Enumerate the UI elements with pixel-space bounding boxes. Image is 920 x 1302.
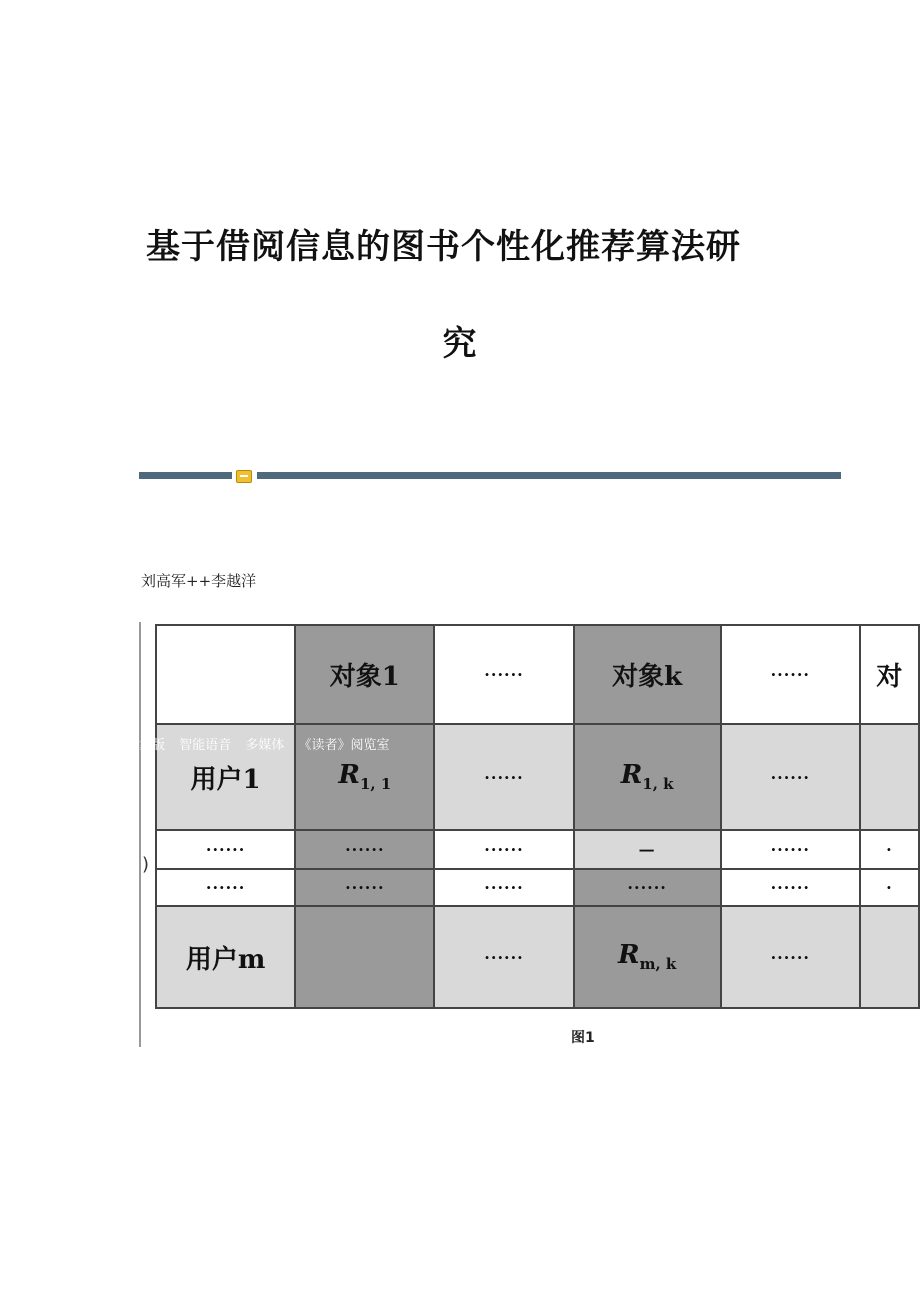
table-cell (860, 724, 919, 830)
authors: 刘高军++李越洋 (141, 572, 257, 590)
divider-bar-left (139, 472, 232, 479)
rating-symbol: $R_{1, 1}$ (338, 760, 392, 794)
doc-title-line-2: 究 (442, 324, 478, 364)
table-row (156, 906, 919, 1008)
table-cell: ······ (295, 830, 434, 869)
document-icon (236, 470, 252, 483)
table-cell: ······ (574, 869, 721, 906)
table-cell: ······ (721, 906, 860, 1008)
table-cell (295, 906, 434, 1008)
table-header-row (156, 625, 919, 724)
table-cell: ······ (434, 869, 573, 906)
table-cell: ······ (156, 830, 295, 869)
table-cell: 对象1 (295, 625, 434, 724)
table-cell: 对 (860, 625, 919, 724)
rating-symbol: $R_{1, k}$ (620, 760, 674, 794)
figure-1: ) 象版 智能语音 多媒体 《读者》阅览室 对象1 ······ 对象k ······ 对 用户1 $R_{1, 1}$ ······ $R_{1, k}$ ······ ······ ······ ······ — ······ · ······ ······ ······ ······ ······ · 用户m ······ $R_{m, k}$ ······ 图1 (139, 622, 920, 1047)
doc-title-line-1: 基于借阅信息的图书个性化推荐算法研 (146, 227, 741, 267)
toolbar-item-edition[interactable]: 象版 (139, 738, 166, 753)
table-cell: ······ (721, 724, 860, 830)
table-cell: ······ (434, 830, 573, 869)
divider-bar-right (257, 472, 841, 479)
table-row (156, 869, 919, 906)
toolbar-item-reading-room[interactable]: 《读者》阅览室 (298, 738, 390, 753)
table-cell: ······ (434, 625, 573, 724)
table-cell: ······ (434, 724, 573, 830)
table-cell: ······ (721, 830, 860, 869)
table-cell: ······ (721, 869, 860, 906)
rating-symbol: $R_{m, k}$ (617, 940, 677, 974)
table-cell: ······ (295, 869, 434, 906)
table-cell (860, 906, 919, 1008)
table-cell: 用户m (156, 906, 295, 1008)
figure-left-mark: ) (142, 854, 150, 875)
table-cell: 对象k (574, 625, 721, 724)
table-cell: ······ (721, 625, 860, 724)
table-cell: · (860, 830, 919, 869)
table-cell: — (574, 830, 721, 869)
toolbar-item-multimedia[interactable]: 多媒体 (245, 738, 285, 753)
user-object-matrix (155, 624, 920, 1009)
table-cell (156, 625, 295, 724)
overlay-toolbar[interactable] (139, 734, 399, 752)
table-cell: ······ (434, 906, 573, 1008)
table-cell: 用户1 (156, 724, 295, 830)
table-cell: · (860, 869, 919, 906)
toolbar-item-voice[interactable]: 智能语音 (179, 738, 232, 753)
table-cell (574, 906, 721, 1008)
figure-left-rule (139, 622, 141, 1047)
table-row (156, 830, 919, 869)
table-cell (574, 724, 721, 830)
table-cell: ······ (156, 869, 295, 906)
